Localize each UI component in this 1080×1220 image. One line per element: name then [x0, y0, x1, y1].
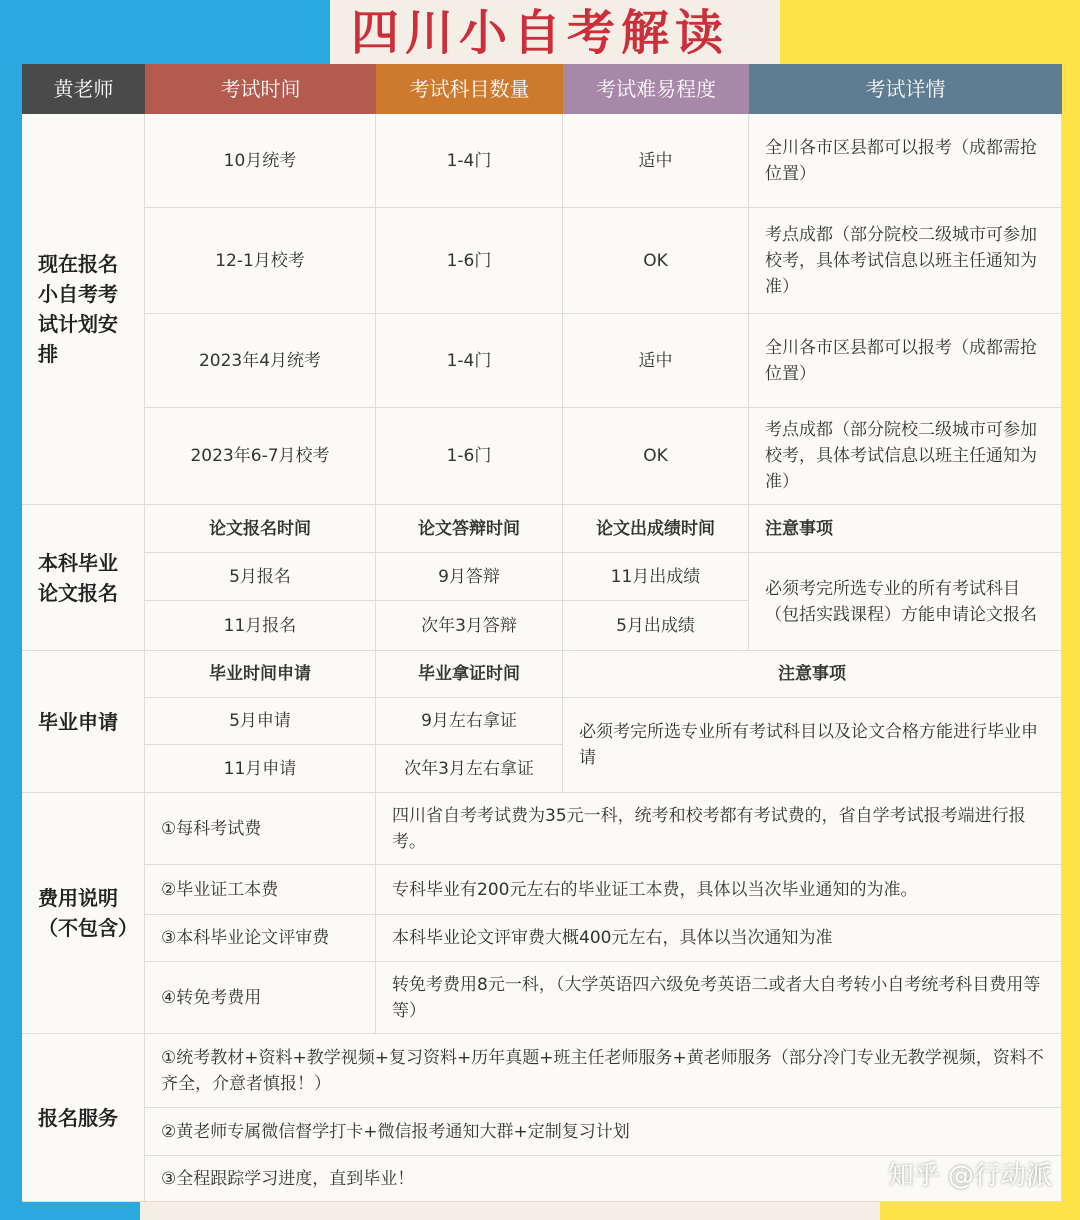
page-title: 四川小自考解读 — [350, 5, 729, 61]
graduation-label: 毕业申请 — [22, 651, 145, 793]
graduation-header: 注意事项 — [563, 651, 1062, 698]
fee-item: ③本科毕业论文评审费 — [145, 915, 376, 962]
subject-count-cell: 1-4门 — [376, 114, 563, 208]
thesis-cell: 9月答辩 — [376, 553, 563, 601]
thesis-cell: 5月报名 — [145, 553, 376, 601]
info-table — [22, 64, 1062, 1202]
difficulty-cell: 适中 — [563, 314, 749, 408]
exam-plan-label: 现在报名小自考考试计划安排 — [22, 114, 145, 505]
fee-desc: 转免考费用8元一科，（大学英语四六级免考英语二或者大自考转小自考统考科目费用等等） — [376, 962, 1062, 1034]
difficulty-cell: OK — [563, 208, 749, 314]
graduation-cell: 次年3月左右拿证 — [376, 745, 563, 793]
header-exam-detail: 考试详情 — [749, 64, 1062, 114]
graduation-note: 必须考完所选专业所有考试科目以及论文合格方能进行毕业申请 — [563, 698, 1062, 793]
thesis-header: 论文出成绩时间 — [563, 505, 749, 553]
header-exam-time: 考试时间 — [145, 64, 376, 114]
graduation-header: 毕业时间申请 — [145, 651, 376, 698]
exam-detail-cell: 全川各市区县都可以报考（成都需抢位置） — [749, 114, 1062, 208]
thesis-header: 论文答辩时间 — [376, 505, 563, 553]
header-teacher: 黄老师 — [22, 64, 145, 114]
difficulty-cell: 适中 — [563, 114, 749, 208]
graduation-header: 毕业拿证时间 — [376, 651, 563, 698]
subject-count-cell: 1-6门 — [376, 408, 563, 505]
thesis-label: 本科毕业论文报名 — [22, 505, 145, 651]
graduation-cell: 5月申请 — [145, 698, 376, 745]
fee-desc: 本科毕业论文评审费大概400元左右，具体以当次通知为准 — [376, 915, 1062, 962]
difficulty-cell: OK — [563, 408, 749, 505]
header-subject-count: 考试科目数量 — [376, 64, 563, 114]
exam-time-cell: 12-1月校考 — [145, 208, 376, 314]
fees-label: 费用说明（不包含） — [22, 793, 145, 1034]
exam-detail-cell: 全川各市区县都可以报考（成都需抢位置） — [749, 314, 1062, 408]
thesis-header: 论文报名时间 — [145, 505, 376, 553]
fee-item: ①每科考试费 — [145, 793, 376, 865]
subject-count-cell: 1-4门 — [376, 314, 563, 408]
graduation-cell: 11月申请 — [145, 745, 376, 793]
exam-time-cell: 10月统考 — [145, 114, 376, 208]
fee-desc: 四川省自考考试费为35元一科，统考和校考都有考试费的，省自学考试报考端进行报考。 — [376, 793, 1062, 865]
service-item: ②黄老师专属微信督学打卡+微信报考通知大群+定制复习计划 — [145, 1108, 1062, 1156]
thesis-cell: 11月出成绩 — [563, 553, 749, 601]
fee-item: ④转免考费用 — [145, 962, 376, 1034]
exam-detail-cell: 考点成都（部分院校二级城市可参加校考，具体考试信息以班主任通知为准） — [749, 208, 1062, 314]
header-difficulty: 考试难易程度 — [563, 64, 749, 114]
exam-time-cell: 2023年4月统考 — [145, 314, 376, 408]
fee-item: ②毕业证工本费 — [145, 865, 376, 915]
thesis-header: 注意事项 — [749, 505, 1062, 553]
zhihu-watermark: 知乎 @行动派 — [887, 1161, 1052, 1191]
service-label: 报名服务 — [22, 1034, 145, 1202]
thesis-cell: 5月出成绩 — [563, 601, 749, 651]
thesis-cell: 次年3月答辩 — [376, 601, 563, 651]
thesis-cell: 11月报名 — [145, 601, 376, 651]
thesis-note: 必须考完所选专业的所有考试科目（包括实践课程）方能申请论文报名 — [749, 553, 1062, 651]
fee-desc: 专科毕业有200元左右的毕业证工本费，具体以当次毕业通知的为准。 — [376, 865, 1062, 915]
exam-time-cell: 2023年6-7月校考 — [145, 408, 376, 505]
subject-count-cell: 1-6门 — [376, 208, 563, 314]
service-item: ①统考教材+资料+教学视频+复习资料+历年真题+班主任老师服务+黄老师服务（部分冷门专业无教学视频，资料不齐全，介意者慎报！） — [145, 1034, 1062, 1108]
graduation-cell: 9月左右拿证 — [376, 698, 563, 745]
service-item: ③全程跟踪学习进度，直到毕业！ — [145, 1156, 1062, 1202]
exam-detail-cell: 考点成都（部分院校二级城市可参加校考，具体考试信息以班主任通知为准） — [749, 408, 1062, 505]
